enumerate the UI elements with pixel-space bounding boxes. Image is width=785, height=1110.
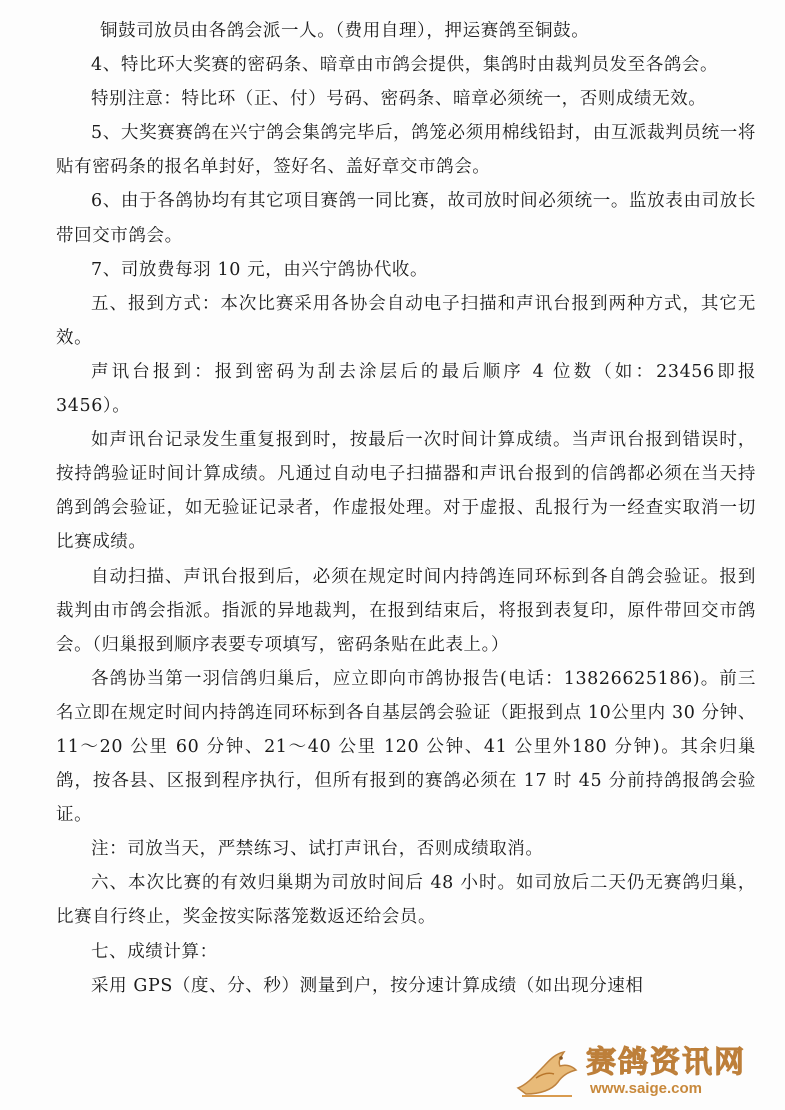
- paragraph: 6、由于各鸽协均有其它项目赛鸽一同比赛，故司放时间必须统一。监放表由司放长带回交市鸽会。: [56, 191, 756, 246]
- paragraph: 7、司放费每羽 10 元，由兴宁鸽协代收。: [91, 259, 429, 280]
- paragraph: 七、成绩计算：: [91, 941, 218, 962]
- paragraph: 铜鼓司放员由各鸽会派一人。（费用自理），押运赛鸽至铜鼓。: [100, 21, 590, 41]
- document-body: [56, 14, 756, 1003]
- watermark-url[interactable]: www.saige.com: [590, 1080, 702, 1097]
- paragraph: 各鸽协当第一羽信鸽归巢后，应立即向市鸽协报告(电话：13826625186)。前三名立即在规定时间内持鸽连同环标到各自基层鸽会验证（距报到点 10公里内 30 分钟、11～20 公里 60 分钟、21～40 公里 120 公钟、41 公里外180 分钟)。其余归巢鸽，按各县、区报到程序执行，但所有报到的赛鸽必须在 17 时 45 分前持鸽报鸽会验证。: [56, 668, 756, 826]
- paragraph: 采用 GPS（度、分、秒）测量到户，按分速计算成绩（如出现分速相: [91, 975, 644, 996]
- paragraph: 如声讯台记录发生重复报到时，按最后一次时间计算成绩。当声讯台报到错误时，按持鸽验证时间计算成绩。凡通过自动电子扫描器和声讯台报到的信鸽都必须在当天持鸽到鸽会验证，如无验证记录者，作虚报处理。对于虚报、乱报行为一经查实取消一切比赛成绩。: [56, 430, 756, 553]
- paragraph: 五、报到方式：本次比赛采用各协会自动电子扫描和声讯台报到两种方式，其它无效。: [56, 293, 756, 348]
- paragraph: 5、大奖赛赛鸽在兴宁鸽会集鸽完毕后，鸽笼必须用棉线铅封，由互派裁判员统一将贴有密码条的报名单封好，签好名、盖好章交市鸽会。: [56, 123, 756, 178]
- watermark-text: [586, 1045, 746, 1097]
- paragraph: 六、本次比赛的有效归巢期为司放时间后 48 小时。如司放后二天仍无赛鸽归巢，比赛自行终止，奖金按实际落笼数返还给会员。: [56, 873, 756, 928]
- paragraph: 声讯台报到：报到密码为刮去涂层后的最后顺序 4 位数（如：23456即报 3456）。: [56, 361, 756, 417]
- paragraph: 特别注意：特比环（正、付）号码、密码条、暗章必须统一，否则成绩无效。: [91, 89, 707, 110]
- site-watermark: [514, 1040, 779, 1104]
- paragraph: 自动扫描、声讯台报到后，必须在规定时间内持鸽连同环标到各自鸽会验证。报到裁判由市鸽会指派。指派的异地裁判，在报到结束后，将报到表复印，原件带回交市鸽会。（归巢报到顺序表要专项填写，密码条贴在此表上。）: [56, 566, 756, 655]
- paragraph: 注：司放当天，严禁练习、试打声讯台，否则成绩取消。: [91, 839, 544, 860]
- paragraph: 4、特比环大奖赛的密码条、暗章由市鸽会提供，集鸽时由裁判员发至各鸽会。: [91, 55, 719, 76]
- watermark-site-name: 赛鸽资讯网: [586, 1045, 746, 1080]
- pigeon-logo-icon: [514, 1044, 578, 1100]
